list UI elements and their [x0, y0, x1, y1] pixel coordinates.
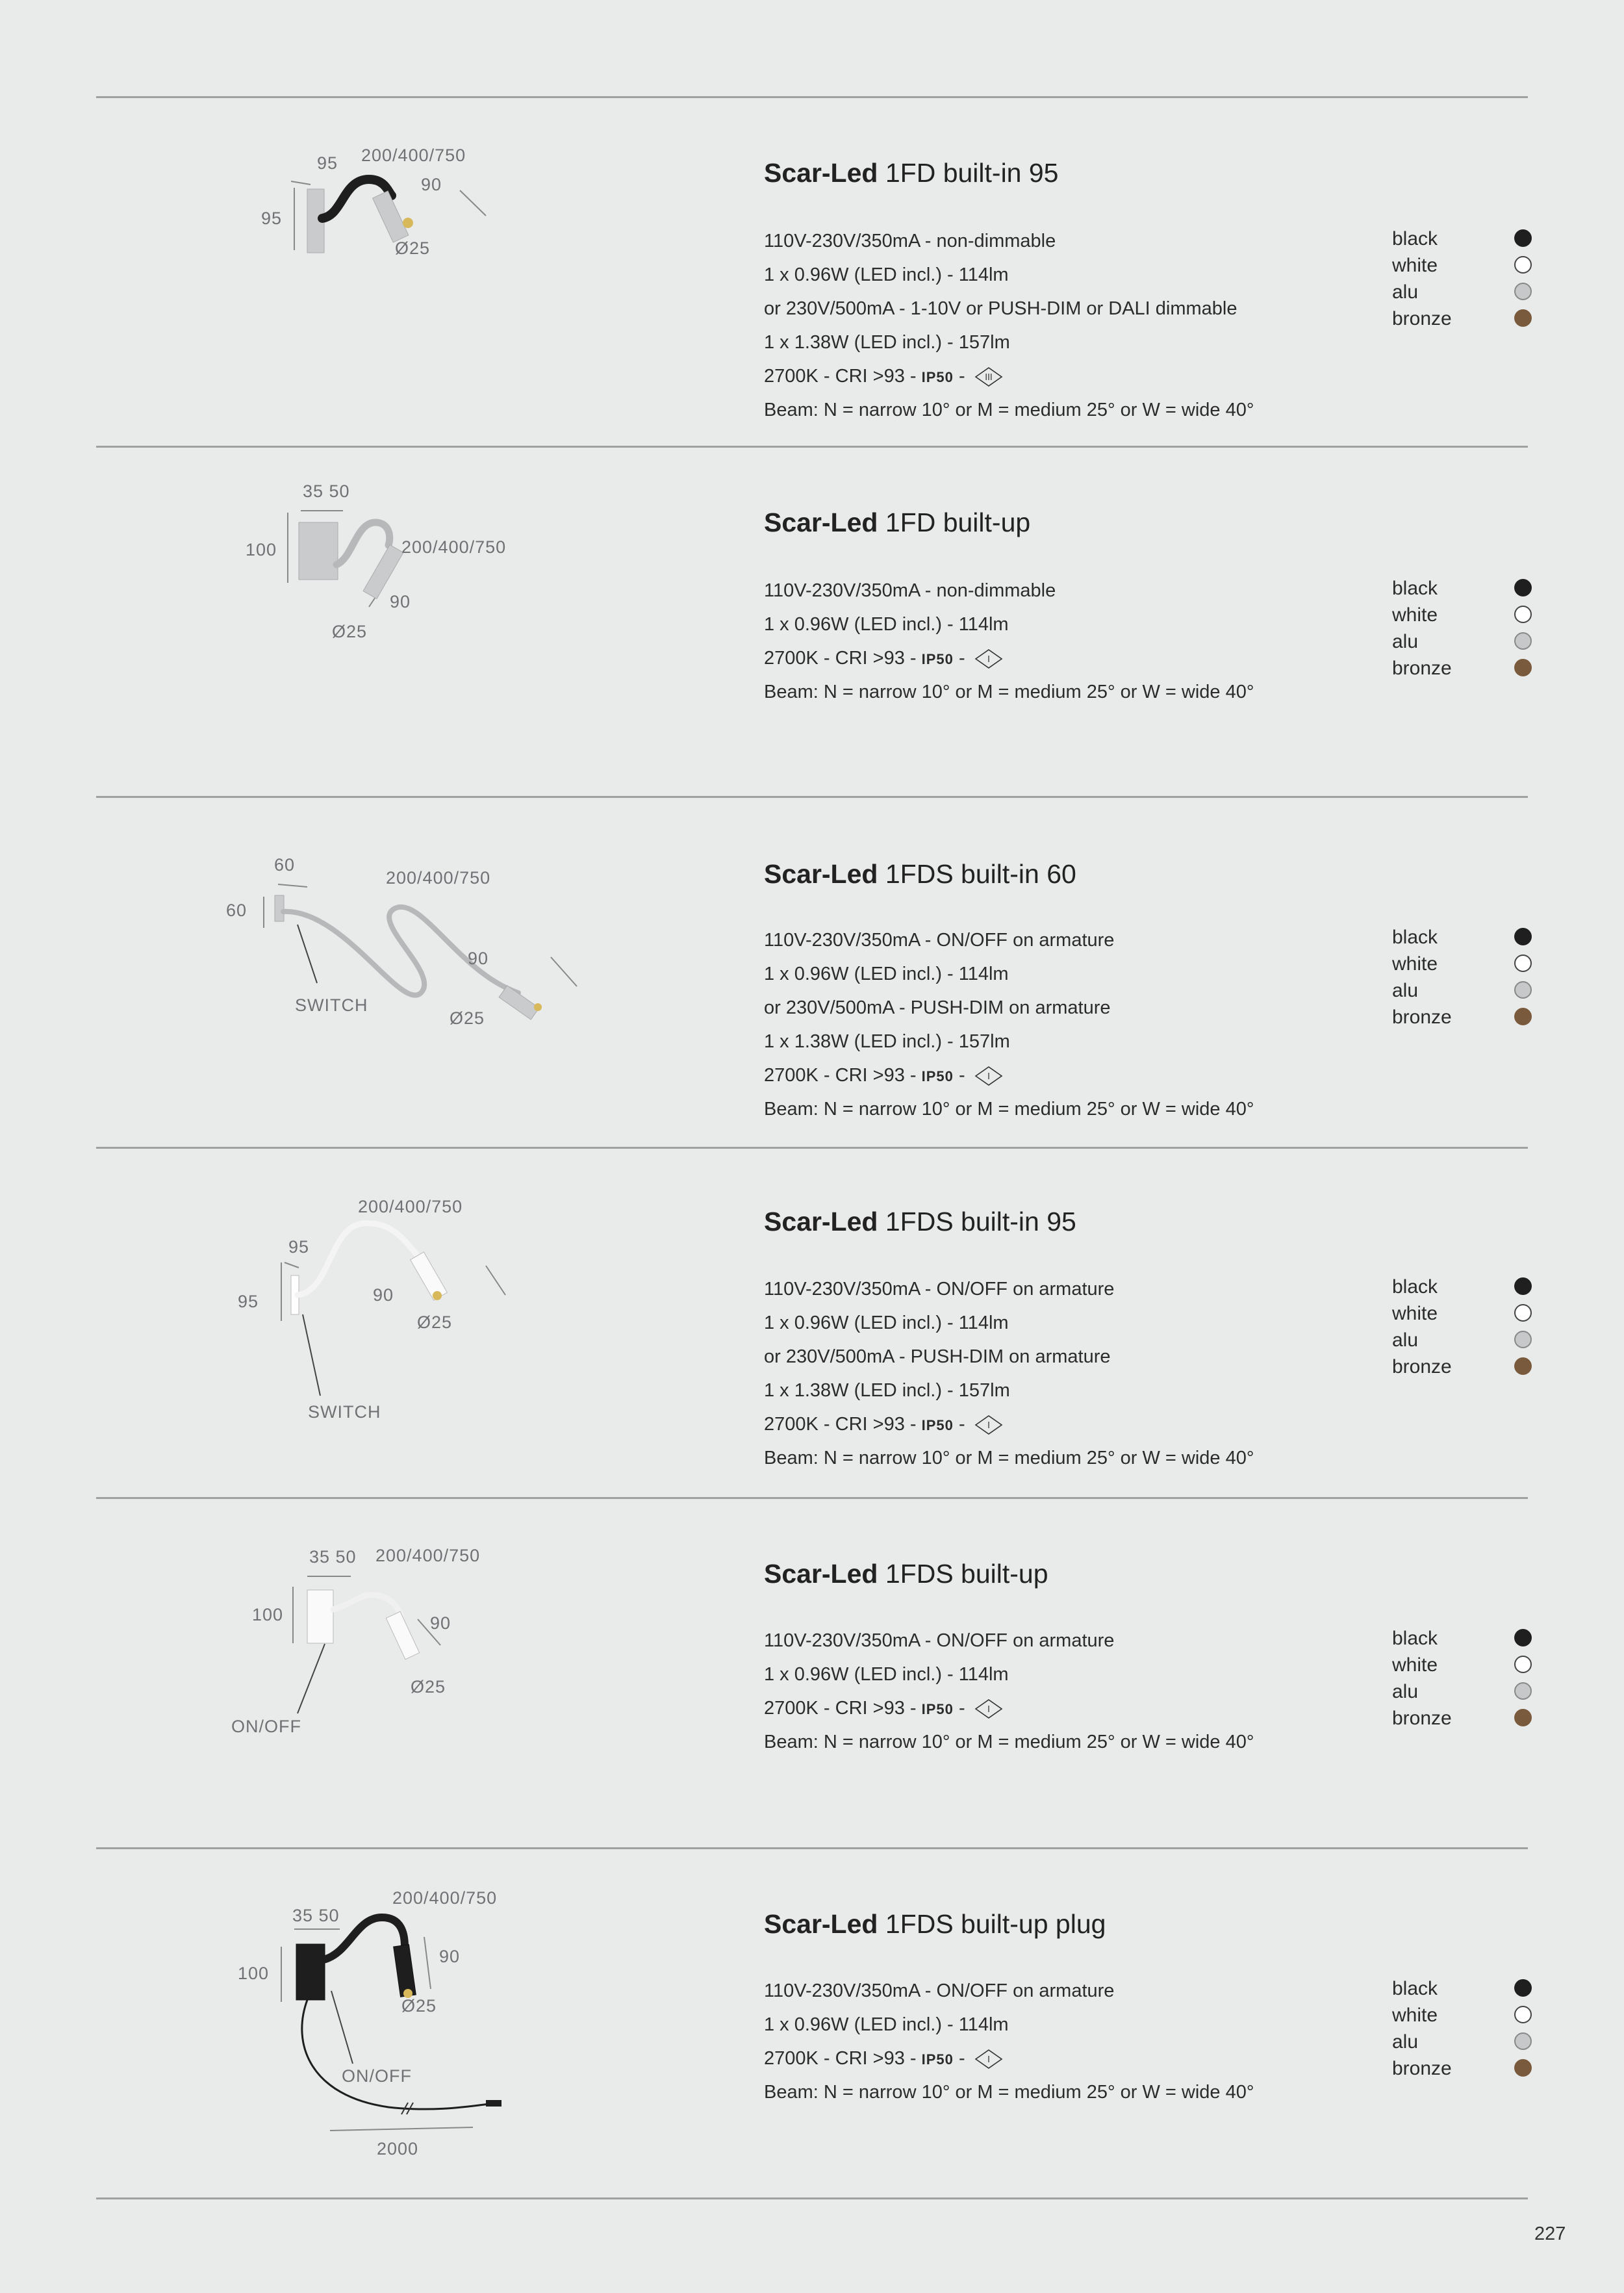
spec-list — [764, 224, 1254, 427]
dimension-label: SWITCH — [295, 995, 368, 1015]
swatch-bronze — [1514, 2059, 1532, 2077]
dimension-label: 200/400/750 — [392, 1888, 498, 1908]
spec-line: or 230V/500mA - PUSH-DIM on armature — [764, 1346, 1111, 1367]
product-brand: Scar-Led — [764, 1559, 878, 1589]
color-options — [1392, 1274, 1532, 1380]
color-label: bronze — [1392, 1708, 1452, 1729]
spec-line: 1 x 1.38W (LED incl.) - 157lm — [764, 332, 1010, 353]
color-option-alu — [1392, 279, 1532, 305]
color-label: bronze — [1392, 658, 1452, 679]
color-option-bronze — [1392, 1705, 1532, 1732]
spec-line: 1 x 1.38W (LED incl.) - 157lm — [764, 1380, 1010, 1401]
product-brand: Scar-Led — [764, 1909, 878, 1939]
dimension-label: 35 50 — [303, 481, 350, 501]
product-model: 1FDS built-up — [885, 1559, 1048, 1589]
product-title — [764, 1559, 1048, 1589]
spec-line: 110V-230V/350mA - non-dimmable — [764, 231, 1056, 251]
spec-line — [764, 641, 1254, 675]
separator: - — [958, 2048, 971, 2069]
dimension-label: 95 — [288, 1237, 310, 1257]
spec-line: Beam: N = narrow 10° or M = medium 25° or W = wide 40° — [764, 400, 1254, 420]
swatch-alu — [1514, 981, 1532, 999]
color-option-alu — [1392, 1678, 1532, 1705]
class-I-icon — [974, 1698, 1003, 1719]
spec-line: 1 x 0.96W (LED incl.) - 114lm — [764, 1313, 1009, 1333]
dimension-label: 35 50 — [292, 1906, 340, 1925]
dimension-label: 60 — [274, 855, 296, 875]
color-label: alu — [1392, 281, 1419, 303]
color-option-bronze — [1392, 305, 1532, 332]
swatch-bronze — [1514, 659, 1532, 676]
color-label: white — [1392, 1654, 1438, 1676]
color-option-alu — [1392, 628, 1532, 655]
class-mark: I — [987, 655, 990, 665]
color-label: white — [1392, 953, 1438, 975]
product-model: 1FDS built-up plug — [885, 1909, 1106, 1939]
color-option-white — [1392, 602, 1532, 628]
dimension-label: Ø25 — [417, 1313, 453, 1332]
product-scar-led-1fd-built-up — [96, 448, 1528, 797]
separator: - — [958, 1698, 971, 1719]
color-label: white — [1392, 255, 1438, 276]
dimension-label: 200/400/750 — [358, 1197, 463, 1216]
color-label: black — [1392, 927, 1438, 948]
dimension-label: 100 — [246, 540, 277, 559]
dimension-label: 90 — [439, 1947, 461, 1966]
dimension-label: 100 — [252, 1605, 284, 1624]
spec-line: Beam: N = narrow 10° or M = medium 25° or W = wide 40° — [764, 682, 1254, 702]
separator: - — [958, 366, 971, 387]
color-option-alu — [1392, 2029, 1532, 2055]
dimension-label: 35 50 — [309, 1547, 357, 1567]
lamp-drawing — [96, 798, 681, 1147]
spec-line: 1 x 0.96W (LED incl.) - 114lm — [764, 964, 1009, 984]
spec-line: 1 x 0.96W (LED incl.) - 114lm — [764, 614, 1009, 635]
class-I-icon — [974, 1066, 1003, 1086]
swatch-alu — [1514, 2032, 1532, 2050]
separator: - — [958, 1414, 971, 1435]
swatch-black — [1514, 1979, 1532, 1997]
ip-rating: IP50 — [921, 369, 954, 385]
spec-text: 2700K - CRI >93 - — [764, 366, 917, 387]
color-option-bronze — [1392, 1353, 1532, 1380]
color-label: black — [1392, 1628, 1438, 1649]
class-mark: I — [987, 1072, 990, 1082]
dimension-label: SWITCH — [308, 1402, 381, 1422]
color-label: bronze — [1392, 1356, 1452, 1377]
class-mark: I — [987, 1421, 990, 1431]
product-title — [764, 507, 1030, 538]
swatch-white — [1514, 1304, 1532, 1322]
lamp-drawing — [96, 98, 681, 447]
dimension-label: 200/400/750 — [361, 146, 466, 165]
dimension-label: Ø25 — [401, 1996, 437, 2016]
spec-line: 110V-230V/350mA - ON/OFF on armature — [764, 1630, 1115, 1651]
class-mark: III — [984, 373, 993, 383]
class-I-icon — [974, 1415, 1003, 1435]
dimension-label: Ø25 — [411, 1677, 446, 1697]
spec-list — [764, 1974, 1254, 2109]
swatch-bronze — [1514, 309, 1532, 327]
spec-line: or 230V/500mA - 1-10V or PUSH-DIM or DALI dimmable — [764, 298, 1237, 319]
color-label: black — [1392, 1978, 1438, 1999]
lamp-drawing — [96, 1499, 681, 1848]
dimension-label: Ø25 — [332, 622, 368, 641]
page-number: 227 — [1534, 2223, 1566, 2244]
swatch-alu — [1514, 283, 1532, 300]
lamp-illustration — [96, 798, 681, 1147]
color-options — [1392, 1625, 1532, 1732]
color-label: black — [1392, 578, 1438, 599]
product-brand: Scar-Led — [764, 859, 878, 889]
spec-line: 110V-230V/350mA - ON/OFF on armature — [764, 1279, 1115, 1300]
dimension-label: Ø25 — [395, 238, 431, 258]
dimension-label: 100 — [238, 1964, 270, 1983]
swatch-black — [1514, 579, 1532, 596]
separator: - — [958, 648, 971, 669]
color-option-alu — [1392, 977, 1532, 1004]
swatch-black — [1514, 229, 1532, 247]
color-option-bronze — [1392, 655, 1532, 682]
spec-line: Beam: N = narrow 10° or M = medium 25° or W = wide 40° — [764, 1448, 1254, 1468]
dimension-label: 95 — [261, 209, 283, 228]
spec-list — [764, 923, 1254, 1126]
color-label: black — [1392, 1276, 1438, 1298]
product-brand: Scar-Led — [764, 507, 878, 537]
spec-line: 110V-230V/350mA - ON/OFF on armature — [764, 1980, 1115, 2001]
spec-line: 1 x 0.96W (LED incl.) - 114lm — [764, 1664, 1009, 1685]
spec-line — [764, 1058, 1254, 1092]
spec-text: 2700K - CRI >93 - — [764, 1065, 917, 1086]
color-option-black — [1392, 1625, 1532, 1652]
product-scar-led-1fd-built-in-95 — [96, 98, 1528, 447]
swatch-white — [1514, 2006, 1532, 2023]
color-option-bronze — [1392, 2055, 1532, 2082]
spec-text: 2700K - CRI >93 - — [764, 1698, 917, 1719]
product-model: 1FDS built-in 95 — [885, 1207, 1076, 1236]
color-option-black — [1392, 225, 1532, 252]
spec-line — [764, 2042, 1254, 2075]
color-option-white — [1392, 1652, 1532, 1678]
color-label: alu — [1392, 980, 1419, 1001]
swatch-black — [1514, 1629, 1532, 1646]
lamp-drawing — [96, 1149, 681, 1498]
ip-rating: IP50 — [921, 1068, 954, 1084]
dimension-label: 90 — [468, 949, 489, 968]
spec-line: 110V-230V/350mA - ON/OFF on armature — [764, 930, 1115, 951]
swatch-bronze — [1514, 1008, 1532, 1025]
color-label: white — [1392, 604, 1438, 626]
class-mark: I — [987, 1705, 990, 1715]
spec-line: or 230V/500mA - PUSH-DIM on armature — [764, 997, 1111, 1018]
color-options — [1392, 225, 1532, 332]
swatch-bronze — [1514, 1357, 1532, 1375]
dimension-label: 95 — [317, 153, 338, 173]
spec-line — [764, 1407, 1254, 1441]
spec-text: 2700K - CRI >93 - — [764, 2048, 917, 2069]
spec-list — [764, 574, 1254, 709]
swatch-white — [1514, 256, 1532, 274]
color-option-black — [1392, 924, 1532, 951]
color-option-white — [1392, 2002, 1532, 2029]
swatch-black — [1514, 928, 1532, 945]
swatch-white — [1514, 606, 1532, 623]
ip-rating: IP50 — [921, 651, 954, 667]
color-label: bronze — [1392, 1006, 1452, 1028]
spec-line: 1 x 0.96W (LED incl.) - 114lm — [764, 264, 1009, 285]
spec-list — [764, 1624, 1254, 1759]
spec-line: Beam: N = narrow 10° or M = medium 25° or W = wide 40° — [764, 1099, 1254, 1120]
class-mark: I — [987, 2055, 990, 2066]
color-options — [1392, 1975, 1532, 2082]
spec-text: 2700K - CRI >93 - — [764, 648, 917, 669]
spec-list — [764, 1272, 1254, 1475]
dimension-label: 60 — [226, 901, 247, 920]
lamp-drawing — [96, 1849, 681, 2198]
ip-rating: IP50 — [921, 2051, 954, 2068]
dimension-label: 200/400/750 — [401, 537, 507, 557]
product-scar-led-1fds-built-in-60 — [96, 798, 1528, 1147]
product-title — [764, 158, 1058, 188]
color-label: black — [1392, 228, 1438, 250]
dimension-label: 200/400/750 — [386, 868, 491, 888]
dimension-label: 2000 — [377, 2139, 419, 2158]
spec-line: 1 x 1.38W (LED incl.) - 157lm — [764, 1031, 1010, 1052]
dimension-label: Ø25 — [450, 1008, 485, 1028]
product-scar-led-1fds-built-up-plug — [96, 1849, 1528, 2198]
color-option-black — [1392, 1975, 1532, 2002]
product-brand: Scar-Led — [764, 1207, 878, 1236]
color-options — [1392, 575, 1532, 682]
lamp-illustration — [96, 448, 681, 797]
spec-line — [764, 359, 1254, 393]
color-option-bronze — [1392, 1004, 1532, 1031]
class-I-icon — [974, 648, 1003, 669]
product-model: 1FD built-up — [885, 507, 1031, 537]
spec-line: 110V-230V/350mA - non-dimmable — [764, 580, 1056, 601]
dimension-label: 90 — [373, 1285, 394, 1305]
class-I-icon — [974, 2049, 1003, 2069]
ip-rating: IP50 — [921, 1701, 954, 1717]
dimension-label: ON/OFF — [342, 2066, 412, 2086]
swatch-white — [1514, 1656, 1532, 1673]
separator: - — [958, 1065, 971, 1086]
color-options — [1392, 924, 1532, 1031]
product-title — [764, 1207, 1076, 1237]
product-brand: Scar-Led — [764, 158, 878, 188]
spec-line: Beam: N = narrow 10° or M = medium 25° or W = wide 40° — [764, 2082, 1254, 2103]
dimension-label: 90 — [421, 175, 442, 194]
color-option-black — [1392, 575, 1532, 602]
dimension-label: 95 — [238, 1292, 259, 1311]
swatch-white — [1514, 954, 1532, 972]
color-option-alu — [1392, 1327, 1532, 1353]
swatch-bronze — [1514, 1709, 1532, 1726]
color-label: alu — [1392, 1329, 1419, 1351]
spec-line — [764, 1691, 1254, 1725]
product-title — [764, 859, 1076, 890]
color-label: alu — [1392, 631, 1419, 652]
product-model: 1FDS built-in 60 — [885, 859, 1076, 889]
ip-rating: IP50 — [921, 1417, 954, 1433]
dimension-label: 90 — [390, 592, 411, 611]
color-label: alu — [1392, 1681, 1419, 1702]
class-III-icon — [974, 366, 1003, 387]
color-option-black — [1392, 1274, 1532, 1300]
swatch-alu — [1514, 1682, 1532, 1700]
spec-text: 2700K - CRI >93 - — [764, 1414, 917, 1435]
color-option-white — [1392, 252, 1532, 279]
color-label: alu — [1392, 2031, 1419, 2053]
color-label: bronze — [1392, 308, 1452, 329]
swatch-alu — [1514, 1331, 1532, 1348]
color-option-white — [1392, 951, 1532, 977]
spec-line: Beam: N = narrow 10° or M = medium 25° or W = wide 40° — [764, 1732, 1254, 1752]
lamp-drawing — [96, 448, 681, 797]
swatch-alu — [1514, 632, 1532, 650]
swatch-black — [1514, 1277, 1532, 1295]
color-label: white — [1392, 2005, 1438, 2026]
color-option-white — [1392, 1300, 1532, 1327]
color-label: white — [1392, 1303, 1438, 1324]
spec-line: 1 x 0.96W (LED incl.) - 114lm — [764, 2014, 1009, 2035]
color-label: bronze — [1392, 2058, 1452, 2079]
product-model: 1FD built-in 95 — [885, 158, 1059, 188]
product-scar-led-1fds-built-up — [96, 1499, 1528, 1848]
product-scar-led-1fds-built-in-95 — [96, 1149, 1528, 1498]
dimension-label: 90 — [430, 1613, 451, 1633]
dimension-label: ON/OFF — [231, 1717, 301, 1736]
dimension-label: 200/400/750 — [375, 1546, 481, 1565]
product-title — [764, 1909, 1106, 1940]
